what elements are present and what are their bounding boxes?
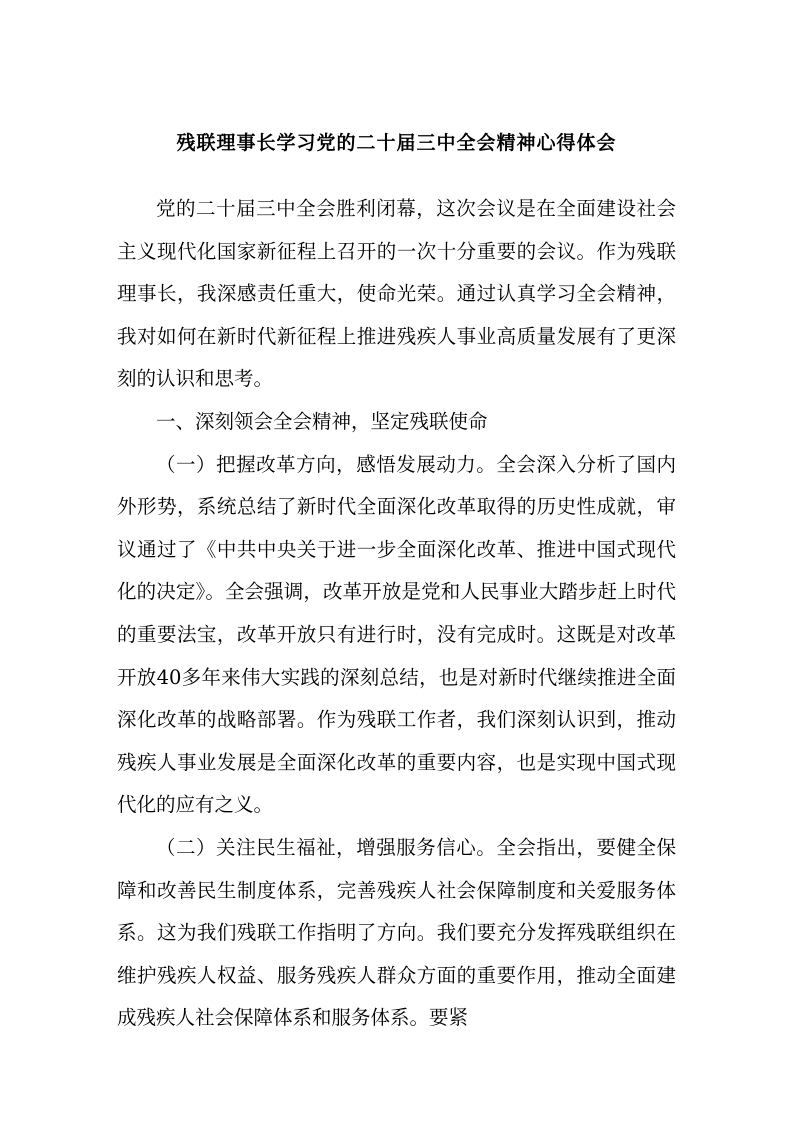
document-body <box>117 188 676 1040</box>
paragraph-reform: （一）把握改革方向，感悟发展动力。全会深入分析了国内外形势，系统总结了新时代全面深化改革取得的历史性成就，审议通过了《中共中央关于进一步全面深化改革、推进中国式现代化的决定》。全会强调，改革开放是党和人民事业大踏步赶上时代的重要法宝，改革开放只有进行时，没有完成时。这既是对改革开放40多年来伟大实践的深刻总结，也是对新时代继续推进全面深化改革的战略部署。作为残联工作者，我们深刻认识到，推动残疾人事业发展是全面深化改革的重要内容，也是实现中国式现代化的应有之义。 <box>117 452 676 817</box>
document-title: 残联理事长学习党的二十届三中全会精神心得体会 <box>176 132 617 154</box>
paragraph-intro: 党的二十届三中全会胜利闭幕，这次会议是在全面建设社会主义现代化国家新征程上召开的一次十分重要的会议。作为残联理事长，我深感责任重大，使命光荣。通过认真学习全会精神，我对如何在新时代新征程上推进残疾人事业高质量发展有了更深刻的认识和思考。 <box>117 197 676 391</box>
paragraph-livelihood: （二）关注民生福祉，增强服务信心。全会指出，要健全保障和改善民生制度体系，完善残疾人社会保障制度和关爱服务体系。这为我们残联工作指明了方向。我们要充分发挥残联组织在维护残疾人权益、服务残疾人群众方面的重要作用，推动全面建成残疾人社会保障体系和服务体系。要紧 <box>117 835 676 1030</box>
section-heading-1: 一、深刻领会全会精神，坚定残联使命 <box>156 409 488 433</box>
